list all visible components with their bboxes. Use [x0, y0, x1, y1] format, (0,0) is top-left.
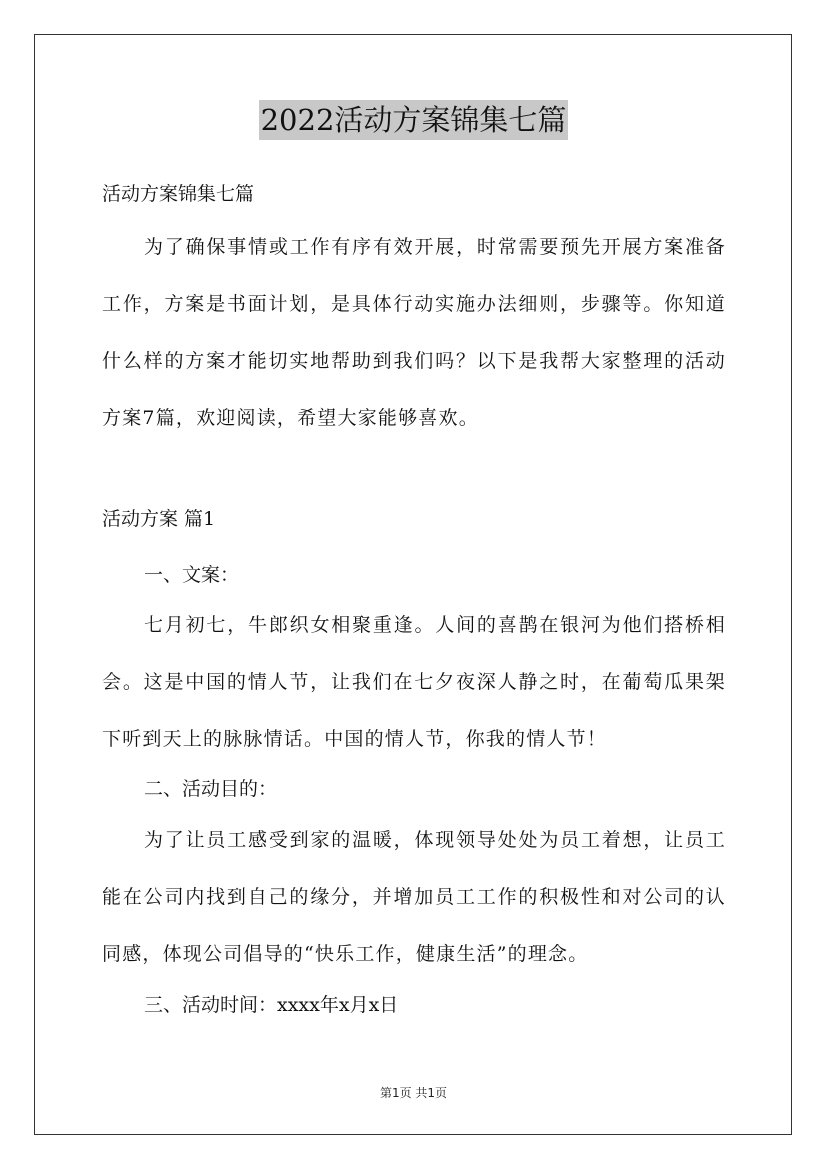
heading-activity-purpose: 二、活动目的： [144, 778, 278, 800]
heading-copywriting: 一、文案： [144, 564, 240, 586]
section-heading: 活动方案 篇1 [102, 508, 216, 530]
purpose-paragraph: 为了让员工感受到家的温暖，体现领导处处为员工着想，让员工能在公司内找到自己的缘分，并增加员工工作的积极性和对公司的认同感，体现公司倡导的“快乐工作，健康生活”的理念。 [102, 829, 726, 965]
intro-paragraph: 为了确保事情或工作有序有效开展，时常需要预先开展方案准备工作，方案是书面计划，是具体行动实施办法细则，步骤等。你知道什么样的方案才能切实地帮助到我们吗？以下是我帮大家整理的活动方案7篇，欢迎阅读，希望大家能够喜欢。 [102, 236, 726, 429]
document-subtitle: 活动方案锦集七篇 [102, 183, 255, 205]
heading-activity-time: 三、活动时间：xxxx年x月x日 [144, 994, 399, 1016]
document-title-wrap [0, 100, 827, 140]
document-title: 2022活动方案锦集七篇 [259, 100, 569, 140]
copywriting-paragraph: 七月初七，牛郎织女相聚重逢。人间的喜鹊在银河为他们搭桥相会。这是中国的情人节，让我们在七夕夜深人静之时，在葡萄瓜果架下听到天上的脉脉情话。中国的情人节，你我的情人节！ [102, 614, 726, 750]
page-number-footer: 第1页 共1页 [379, 1086, 448, 1100]
